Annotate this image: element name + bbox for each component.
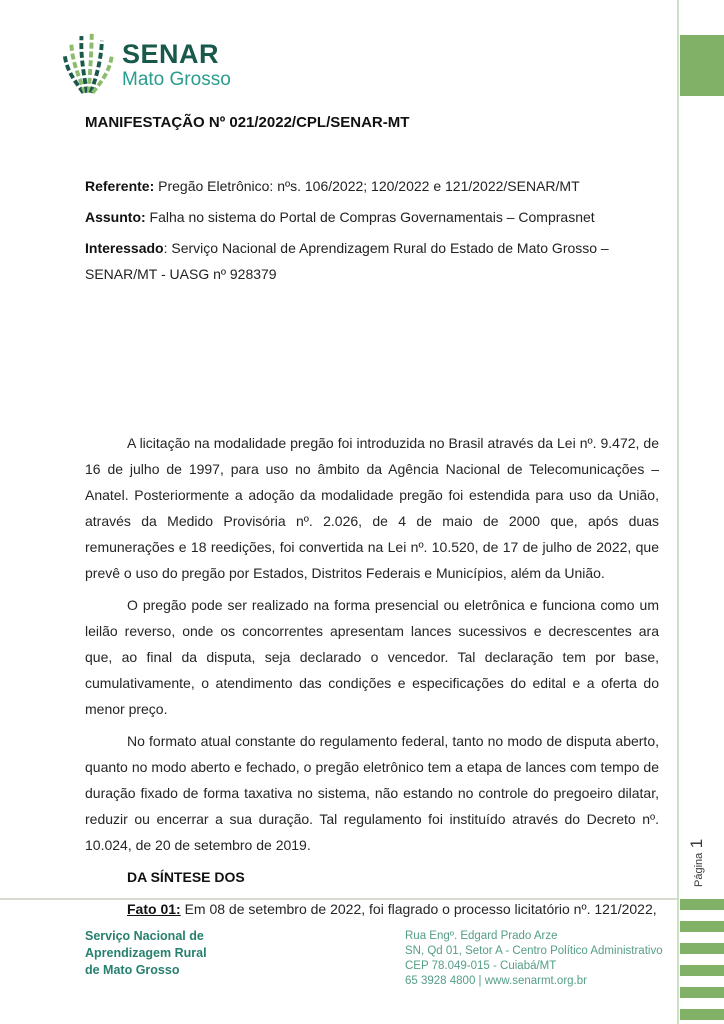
page-number-label: Página — [693, 852, 705, 887]
footer-address — [405, 929, 663, 989]
page-title: MANIFESTAÇÃO Nº 021/2022/CPL/SENAR-MT — [85, 114, 410, 131]
meta-assunto-label: Assunto: — [85, 209, 146, 225]
meta-referente-text: Pregão Eletrônico: nºs. 106/2022; 120/2022 e 121/2022/SENAR/MT — [154, 178, 580, 194]
fato-text: Em 08 de setembro de 2022, foi flagrado o processo licitatório nº. 121/2022, — [180, 901, 657, 917]
footer-org-line: Aprendizagem Rural — [85, 946, 207, 960]
meta-interessado — [85, 235, 659, 287]
body-paragraph: A licitação na modalidade pregão foi introduzida no Brasil através da Lei nº. 9.472, de 16 de julho de 1997, para uso no âmbito da Agência Nacional de Telecomunicações – Anatel. Posteriormente a adoção da modalidade pregão foi estendida para uso da União, através da Medido Provisória nº. 2.026, de 4 de maio de 2000 que, após duas remunerações e 18 reedições, foi convertida na Lei nº. 10.520, de 17 de julho de 2022, que prevê o uso do pregão por Estados, Distritos Federais e Municípios, além da União. — [85, 435, 659, 581]
meta-assunto — [85, 204, 659, 230]
meta-referente-label: Referente: — [85, 178, 155, 194]
logo-brand: SENAR — [122, 39, 220, 69]
meta-block — [85, 173, 659, 292]
meta-assunto-text: Falha no sistema do Portal de Compras Governamentais – Comprasnet — [145, 209, 595, 225]
body-paragraph: O pregão pode ser realizado na forma presencial ou eletrônica e funciona como um leilão reverso, onde os concorrentes apresentam lances sucessivos e decrescentes ara que, ao final da disputa, seja declarado o vencedor. Tal declaração tem por base, cumulativamente, o atendimento das condições e especificações do edital e a oferta do menor preço. — [85, 597, 659, 717]
logo-region: Mato Grosso — [122, 69, 231, 90]
senar-logo — [62, 31, 231, 95]
green-stripes-pattern — [680, 899, 724, 1024]
meta-interessado-text: : Serviço Nacional de Aprendizagem Rural do Estado de Mato Grosso – SENAR/MT - UASG nº 928379 — [85, 240, 609, 282]
section-heading: DA SÍNTESE DOS — [127, 869, 245, 885]
footer-address-line: CEP 78.049-015 - Cuiabá/MT — [405, 960, 557, 972]
footer-address-line: Rua Engº. Edgard Prado Arze — [405, 930, 558, 942]
green-accent-block — [680, 35, 724, 96]
footer-org-line: Serviço Nacional de — [85, 929, 204, 943]
body-paragraph: No formato atual constante do regulamento federal, tanto no modo de disputa aberto, quanto no modo aberto e fechado, o pregão eletrônico tem a etapa de lances com tempo de duração fixado de forma taxativa no sistema, não estando no controle do pregoeiro dilatar, reduzir ou encerrar a sua duração. Tal regulamento foi instituído através do Decreto nº. 10.024, de 20 de setembro de 2019. — [85, 733, 659, 853]
footer-org-line: de Mato Grosso — [85, 963, 180, 977]
document-body — [85, 430, 659, 928]
page-number-indicator — [687, 839, 707, 887]
senar-wheat-icon — [62, 31, 114, 95]
footer-organization — [85, 928, 207, 979]
footer-address-line: SN, Qd 01, Setor A - Centro Político Administrativo — [405, 945, 663, 957]
logo-text — [122, 31, 231, 91]
footer-address-line: 65 3928 4800 | www.senarmt.org.br — [405, 975, 587, 987]
fato-label: Fato 01: — [127, 901, 181, 917]
meta-referente — [85, 173, 659, 199]
right-edge-line — [677, 0, 679, 1024]
page-number-value: 1 — [687, 838, 706, 849]
footer-divider — [0, 898, 678, 900]
meta-interessado-label: Interessado — [85, 240, 164, 256]
